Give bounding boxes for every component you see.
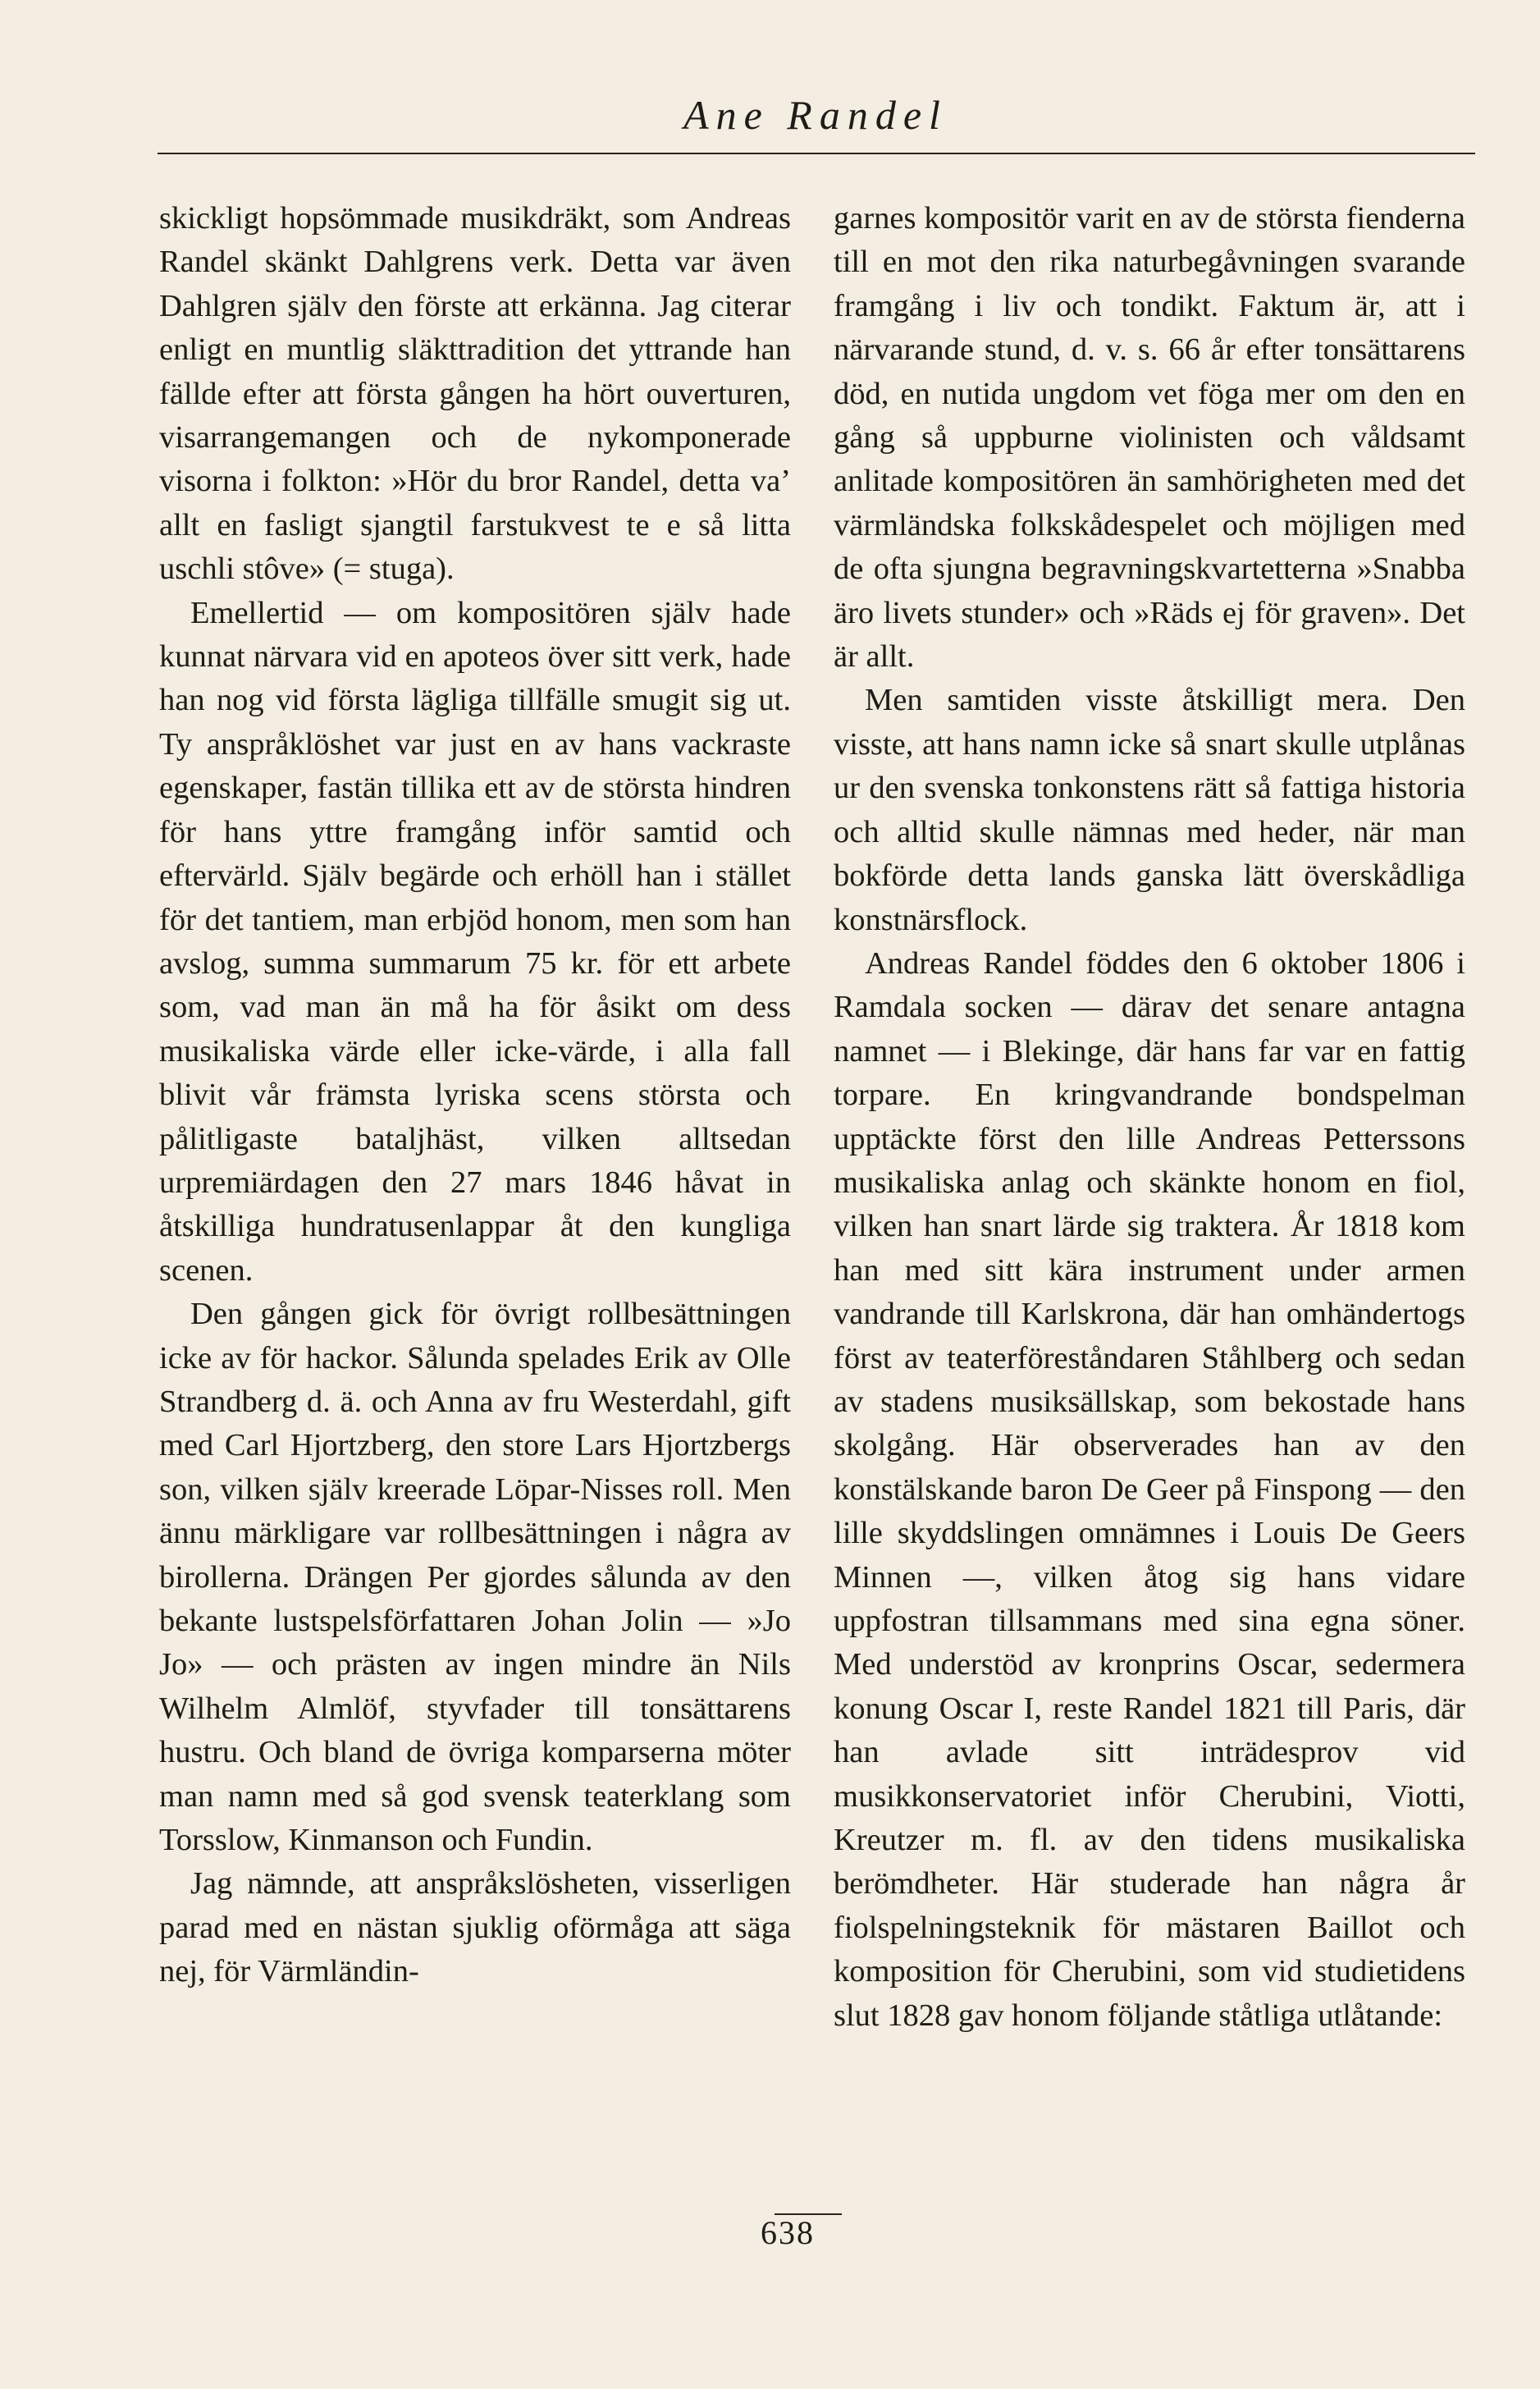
header-rule [158, 153, 1475, 154]
left-column [159, 197, 791, 1994]
page-number: 638 [761, 2214, 815, 2251]
paragraph: skickligt hopsömmade musikdräkt, som Andreas Randel skänkt Dahlgrens verk. Detta var även Dahlgren själv den förste att erkänna. Jag citerar enligt en muntlig släkttradition det yttrande han fällde efter att första gången ha hört ouverturen, visarrangemangen och de nykomponerade visorna i folkton: »Hör du bror Randel, detta va’ allt en fasligt sjangtil farstukvest te e så litta uschli stôve» (= stuga). [159, 201, 791, 587]
paragraph: Jag nämnde, att anspråkslösheten, visserligen parad med en nästan sjuklig oförmåga att säga nej, för Värmländin- [159, 1866, 791, 1989]
paragraph: Andreas Randel föddes den 6 oktober 1806 i Ramdala socken — därav det senare antagna namnet — i Blekinge, där hans far var en fattig torpare. En kringvandrande bondspelman upptäckte först den lille Andreas Petterssons musikaliska anlag och skänkte honom en fiol, vilken han snart lärde sig traktera. År 1818 kom han med sitt kära instrument under armen vandrande till Karlskrona, där han omhändertogs först av teaterföreståndaren Ståhlberg och sedan av stadens musiksällskap, som bekostade hans skolgång. Här observerades han av den konstälskande baron De Geer på Finspong — den lille skyddslingen omnämnes i Louis De Geers Minnen —, vilken åtog sig hans vidare uppfostran tillsammans med sina egna söner. Med understöd av kronprins Oscar, sedermera konung Oscar I, reste Randel 1821 till Paris, där han avlade sitt inträdesprov vid musikkonservatoriet inför Cherubini, Viotti, Kreutzer m. fl. av den tidens musikaliska berömdheter. Här studerade han några år fiolspelningsteknik för mästaren Baillot och komposition för Cherubini, som vid studietidens slut 1828 gav honom följande ståtliga utlåtande: [834, 945, 1465, 2033]
paragraph: Den gången gick för övrigt rollbesättningen icke av för hackor. Sålunda spelades Erik av Olle Strandberg d. ä. och Anna av fru Westerdahl, gift med Carl Hjortzberg, den store Lars Hjortzbergs son, vilken själv kreerade Löpar-Nisses roll. Men ännu märkligare var rollbesättningen i några av birollerna. Drängen Per gjordes sålunda av den bekante lustspelsförfattaren Johan Jolin — »Jo Jo» — och prästen av ingen mindre än Nils Wilhelm Almlöf, styvfader till tonsättarens hustru. Och bland de övriga komparserna möter man namn med så god svensk teaterklang som Torsslow, Kinmanson och Fundin. [159, 1297, 791, 1858]
paragraph: Men samtiden visste åtskilligt mera. Den visste, att hans namn icke så snart skulle utplånas ur den svenska tonkonstens rätt så fattiga historia och alltid skulle nämnas med heder, när man bokförde detta lands ganska lätt överskådliga konstnärsflock. [834, 683, 1465, 937]
paragraph: Emellertid — om kompositören själv hade kunnat närvara vid en apoteos över sitt verk, hade han nog vid första lägliga tillfälle smugit sig ut. Ty anspråklöshet var just en av hans vackraste egenskaper, fastän tillika ett av de största hindren för hans yttre framgång inför samtid och eftervärld. Själv begärde och erhöll han i stället för det tantiem, man erbjöd honom, men som han avslog, summa summarum 75 kr. för ett arbete som, vad man än må ha för åsikt om dess musikaliska värde eller icke-värde, i alla fall blivit vår främsta lyriska scens största och pålitligaste bataljhäst, vilken alltsedan urpremiärdagen den 27 mars 1846 håvat in åtskilliga hundratusenlappar åt den kungliga scenen. [159, 595, 791, 1288]
running-title: Ane Randel [683, 92, 948, 138]
right-column [834, 197, 1465, 2038]
paragraph: garnes kompositör varit en av de största fienderna till en mot den rika naturbegåvningen svarande framgång i liv och tondikt. Faktum är, att i närvarande stund, d. v. s. 66 år efter tonsättarens död, en nutida ungdom vet föga mer om den en gång så uppburne violinisten och våldsamt anlitade kompositören än samhörigheten med det värmländska folkskådespelet och möjligen med de ofta sjungna begravningskvartetterna »Snabba äro livets stunder» och »Räds ej för graven». Det är allt. [834, 201, 1465, 675]
